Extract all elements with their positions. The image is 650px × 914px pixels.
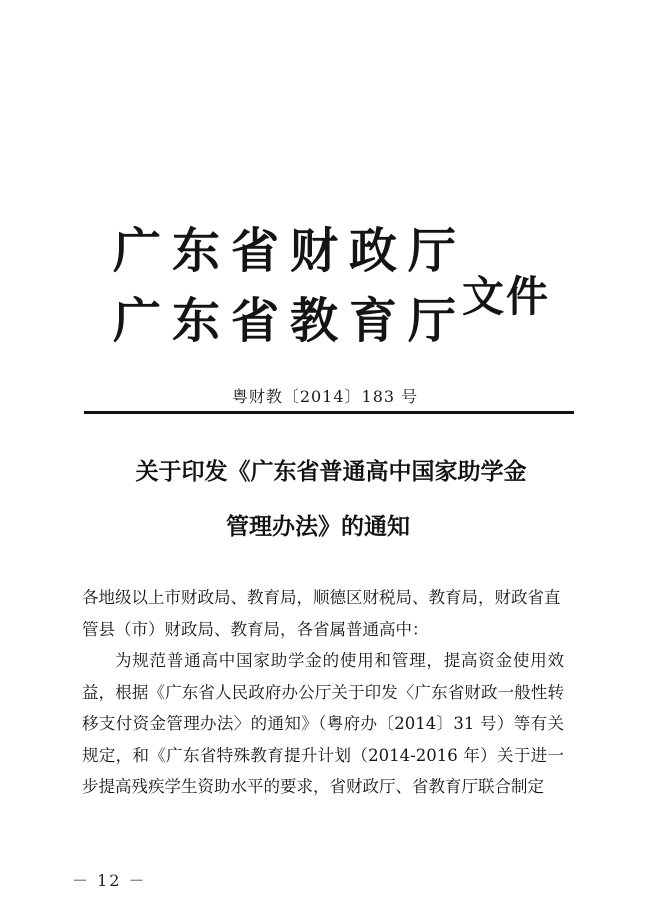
- issuer-char: 广: [112, 223, 161, 279]
- issuing-authorities: [112, 216, 457, 356]
- salutation-recipients: 各地级以上市财政局、教育局，顺德区财税局、教育局，财政省直管县（市）财政局、教育局，各省属普通高中：: [82, 588, 561, 639]
- document-number: 粤财教〔2014〕183 号: [231, 387, 419, 406]
- issuer-education-department: [112, 286, 457, 356]
- issuer-finance-department: [112, 216, 457, 286]
- body-paragraph: 为规范普通高中国家助学金的使用和管理，提高资金使用效益，根据《广东省人民政府办公厅关于印发〈广东省财政一般性转移支付资金管理办法〉的通知》（粤府办〔2014〕31 号）等有关规定，和《广东省特殊教育提升计划（2014-2016 年）关于进一步提高残疾学生资助水平的要求，省财政厅、省教育厅联合制定: [82, 651, 564, 796]
- document-title-line-2: 管理办法》的通知: [226, 513, 410, 540]
- issuer-char: 东: [171, 223, 220, 279]
- issuer-char: 教: [289, 293, 338, 349]
- issuer-char: 省: [230, 223, 279, 279]
- issuer-char: 育: [348, 293, 397, 349]
- issuer-char: 厅: [407, 223, 456, 279]
- issuer-char: 财: [289, 223, 338, 279]
- issuer-char: 厅: [407, 293, 456, 349]
- header-divider: [84, 411, 574, 414]
- document-title-line-1: 关于印发《广东省普通高中国家助学金: [135, 458, 527, 485]
- issuer-char: 省: [230, 293, 279, 349]
- issuer-char: 政: [348, 223, 397, 279]
- page-number: － 12 －: [72, 871, 147, 890]
- issuer-char: 广: [112, 293, 161, 349]
- issuer-char: 东: [171, 293, 220, 349]
- document-label: 文件: [462, 272, 551, 321]
